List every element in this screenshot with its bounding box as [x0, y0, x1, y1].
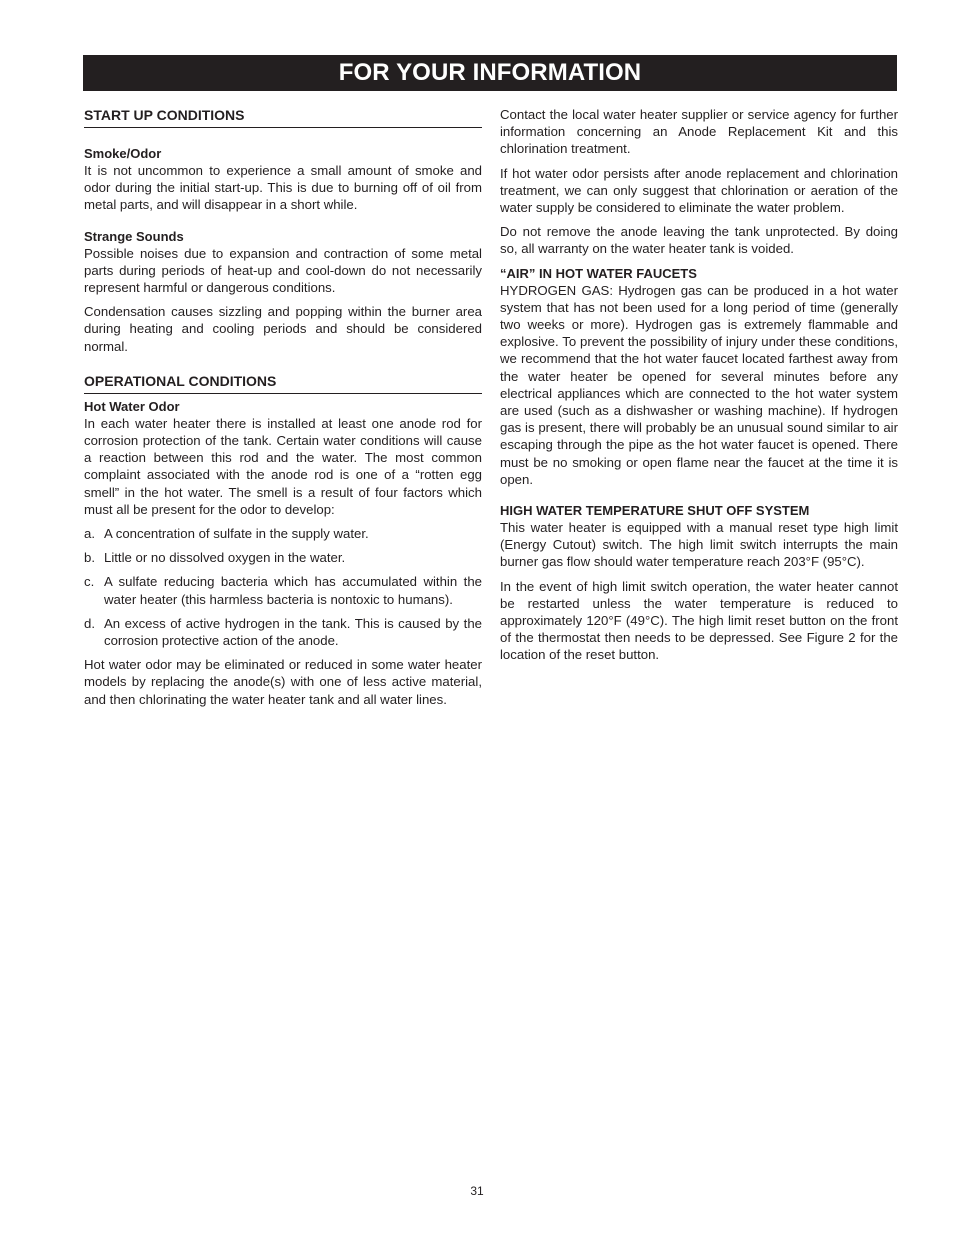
right-column: [500, 106, 898, 671]
page-banner: [83, 55, 897, 91]
paragraph-contact-supplier: Contact the local water heater supplier or service agency for further information concerning an Anode Replacement Kit and this chlorination treatment.: [500, 107, 898, 157]
page-number: 31: [470, 1184, 484, 1198]
section-heading-operational: OPERATIONAL CONDITIONS: [84, 372, 482, 394]
paragraph-condensation: Condensation causes sizzling and popping within the burner area during heating and cooling periods and should be considered normal.: [84, 304, 482, 354]
list-item: [84, 615, 482, 649]
banner-title: FOR YOUR INFORMATION: [338, 59, 642, 86]
paragraph-hot-water-odor: In each water heater there is installed at least one anode rod for corrosion protection of the tank. Certain water conditions will cause a reaction between this rod and the water. The most common complaint associated with the anode rod is one of a “rotten egg smell” in the hot water. The smell is a result of four factors which must all be present for the odor to develop:: [84, 415, 482, 517]
section-heading-startup: START UP CONDITIONS: [84, 106, 482, 128]
list-item-letter: b.: [84, 550, 95, 566]
paragraph-odor-remedy: Hot water odor may be eliminated or reduced in some water heater models by replacing the anode(s) with one of less active material, and then chlorinating the water heater tank and all water lines.: [84, 657, 482, 707]
list-item-text: A concentration of sulfate in the supply water.: [104, 526, 369, 542]
list-item: [84, 573, 482, 607]
paragraph-high-limit-switch: This water heater is equipped with a manual reset type high limit (Energy Cutout) switch. The high limit switch interrupts the main burner gas flow should water temperature reach 203°F (95°C).: [500, 520, 898, 570]
paragraph-odor-persists: If hot water odor persists after anode replacement and chlorination treatment, we can only suggest that chlorination or aeration of the water supply be considered to eliminate the water problem.: [500, 165, 898, 216]
list-item-text: Little or no dissolved oxygen in the water.: [104, 550, 346, 566]
subheading-hot-water-odor: Hot Water Odor: [84, 398, 180, 414]
subheading-smoke-odor: Smoke/Odor: [84, 146, 162, 161]
subheading-shutoff-system: HIGH WATER TEMPERATURE SHUT OFF SYSTEM: [500, 503, 810, 519]
list-item: [84, 549, 482, 566]
list-item-letter: c.: [84, 574, 95, 590]
paragraph-smoke-odor: It is not uncommon to experience a small amount of smoke and odor during the initial start-up. This is due to burning off of oil from metal parts, and will disappear in a short while.: [84, 163, 482, 213]
paragraph-strange-sounds: Possible noises due to expansion and contraction of some metal parts during periods of heat-up and cool-down do not necessarily represent harmful or dangerous conditions.: [84, 245, 482, 296]
list-item-text: An excess of active hydrogen in the tank. This is caused by the corrosion protective action of the anode.: [104, 615, 482, 649]
list-item-letter: d.: [84, 615, 95, 631]
subheading-air-in-faucets: “AIR” IN HOT WATER FAUCETS: [500, 265, 697, 281]
subheading-strange-sounds: Strange Sounds: [84, 228, 184, 244]
paragraph-restart-procedure: In the event of high limit switch operation, the water heater cannot be restarted unless the water temperature is reduced to approximately 120°F (49°C). The high limit reset button on the front of the thermostat then needs to be depressed. See Figure 2 for the location of the reset button.: [500, 578, 898, 663]
paragraph-hydrogen-gas: HYDROGEN GAS: Hydrogen gas can be produced in a hot water system that has not been used for a long period of time (generally two weeks or more). Hydrogen gas is extremely flammable and explosive. To prevent the possibility of injury under these conditions, we recommend that the hot water faucet located farthest away from the water heater be opened for several minutes before any electrical appliances which are connected to the hot water system are used (such as a dishwasher or washing machine). If hydrogen gas is present, there will probably be an unusual sound similar to air escaping through the pipe as the hot water faucet is opened. There must be no smoking or open flame near the faucet at the time it is open.: [500, 282, 898, 487]
left-column: [84, 106, 482, 715]
list-item-letter: a.: [84, 526, 95, 542]
paragraph-anode-warning: Do not remove the anode leaving the tank unprotected. By doing so, all warranty on the water heater tank is voided.: [500, 224, 898, 257]
list-item: [84, 525, 482, 542]
list-item-text: A sulfate reducing bacteria which has accumulated within the water heater (this harmless bacteria is nontoxic to humans).: [104, 574, 482, 607]
odor-factors-list: [84, 525, 482, 649]
